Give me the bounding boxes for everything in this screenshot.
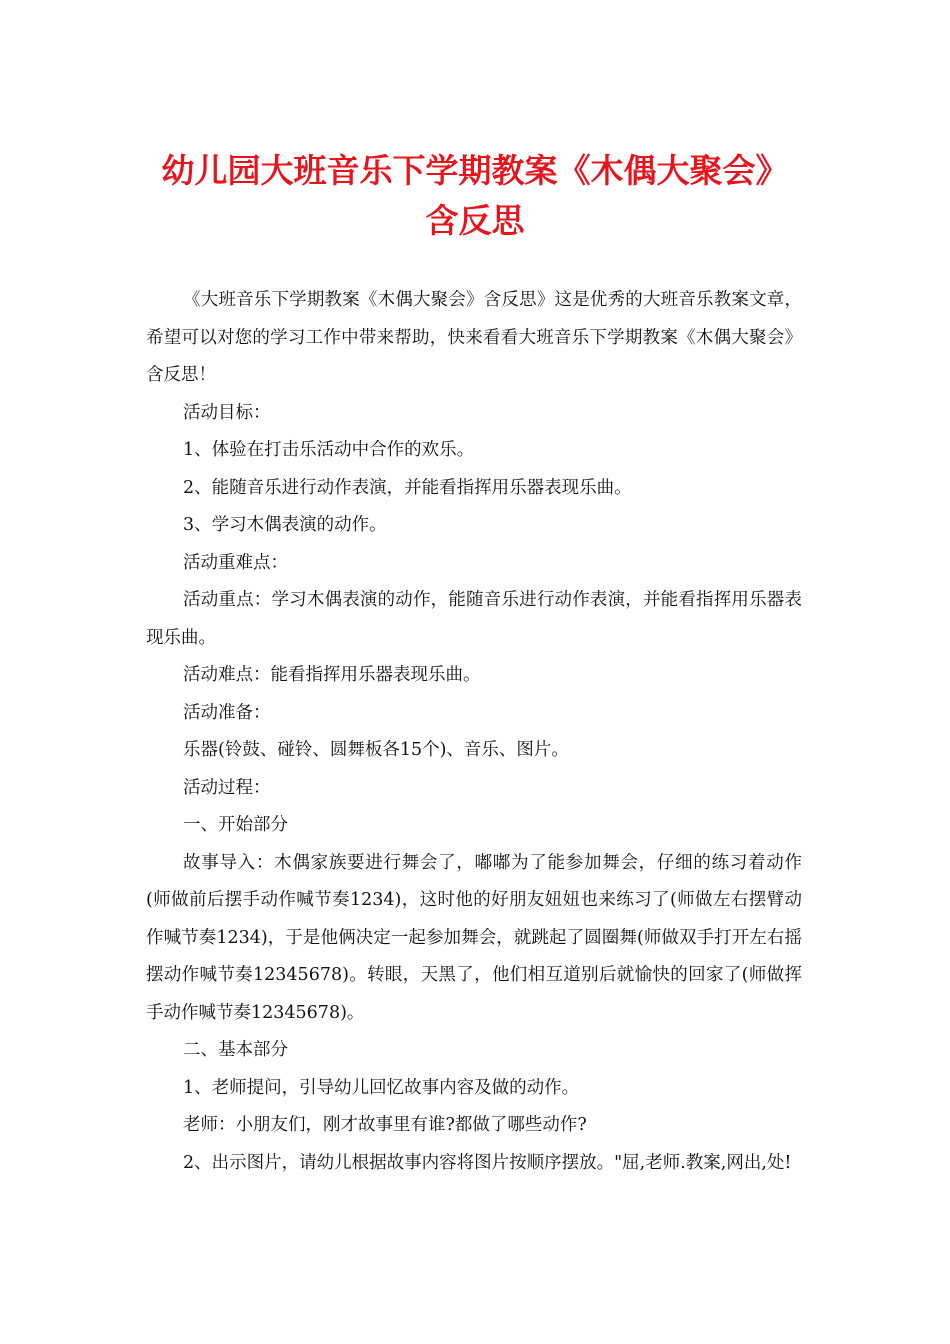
heading-preparation: 活动准备： bbox=[183, 702, 271, 723]
goal-item-1: 1、体验在打击乐活动中合作的欢乐。 bbox=[183, 440, 475, 460]
document-body bbox=[146, 282, 802, 1182]
heading-process: 活动过程： bbox=[183, 777, 271, 798]
heading-key-difficult-points: 活动重难点： bbox=[183, 552, 288, 573]
preparation-list: 乐器(铃鼓、碰铃、圆舞板各15个)、音乐、图片。 bbox=[183, 740, 569, 760]
basic-step-1: 1、老师提问，引导幼儿回忆故事内容及做的动作。 bbox=[183, 1077, 580, 1098]
title-line-2: 含反思 bbox=[425, 201, 525, 240]
goal-item-3: 3、学习木偶表演的动作。 bbox=[183, 515, 387, 535]
teacher-question: 老师：小朋友们，刚才故事里有谁?都做了哪些动作? bbox=[183, 1115, 587, 1135]
key-point: 活动重点：学习木偶表演的动作，能随音乐进行动作表演，并能看指挥用乐器表现乐曲。 bbox=[146, 590, 802, 648]
heading-activity-goals: 活动目标： bbox=[183, 402, 271, 423]
title-line-1: 幼儿园大班音乐下学期教案《木偶大聚会》 bbox=[161, 151, 789, 190]
basic-step-2: 2、出示图片，请幼儿根据故事内容将图片按顺序摆放。"屈,老师.教案,网出,处! bbox=[183, 1152, 792, 1173]
document-title bbox=[100, 146, 850, 246]
difficult-point: 活动难点：能看指挥用乐器表现乐曲。 bbox=[183, 665, 481, 685]
goal-item-2: 2、能随音乐进行动作表演，并能看指挥用乐器表现乐曲。 bbox=[183, 477, 632, 498]
story-intro-paragraph: 故事导入：木偶家族要进行舞会了，嘟嘟为了能参加舞会，仔细的练习着动作(师做前后摆手动作喊节奏1234)，这时他的好朋友妞妞也来练习了(师做左右摆臂动作喊节奏1234)，于是他俩决定一起参加舞会，就跳起了圆圈舞(师做双手打开左右摇摆动作喊节奏12345678)。转眼，天黑了，他们相互道别后就愉快的回家了(师做挥手动作喊节奏12345678)。 bbox=[146, 852, 802, 1023]
intro-paragraph: 《大班音乐下学期教案《木偶大聚会》含反思》这是优秀的大班音乐教案文章，希望可以对您的学习工作中带来帮助，快来看看大班音乐下学期教案《木偶大聚会》含反思！ bbox=[146, 290, 802, 385]
section-heading-start: 一、开始部分 bbox=[183, 815, 288, 835]
section-heading-basic: 二、基本部分 bbox=[183, 1040, 288, 1060]
